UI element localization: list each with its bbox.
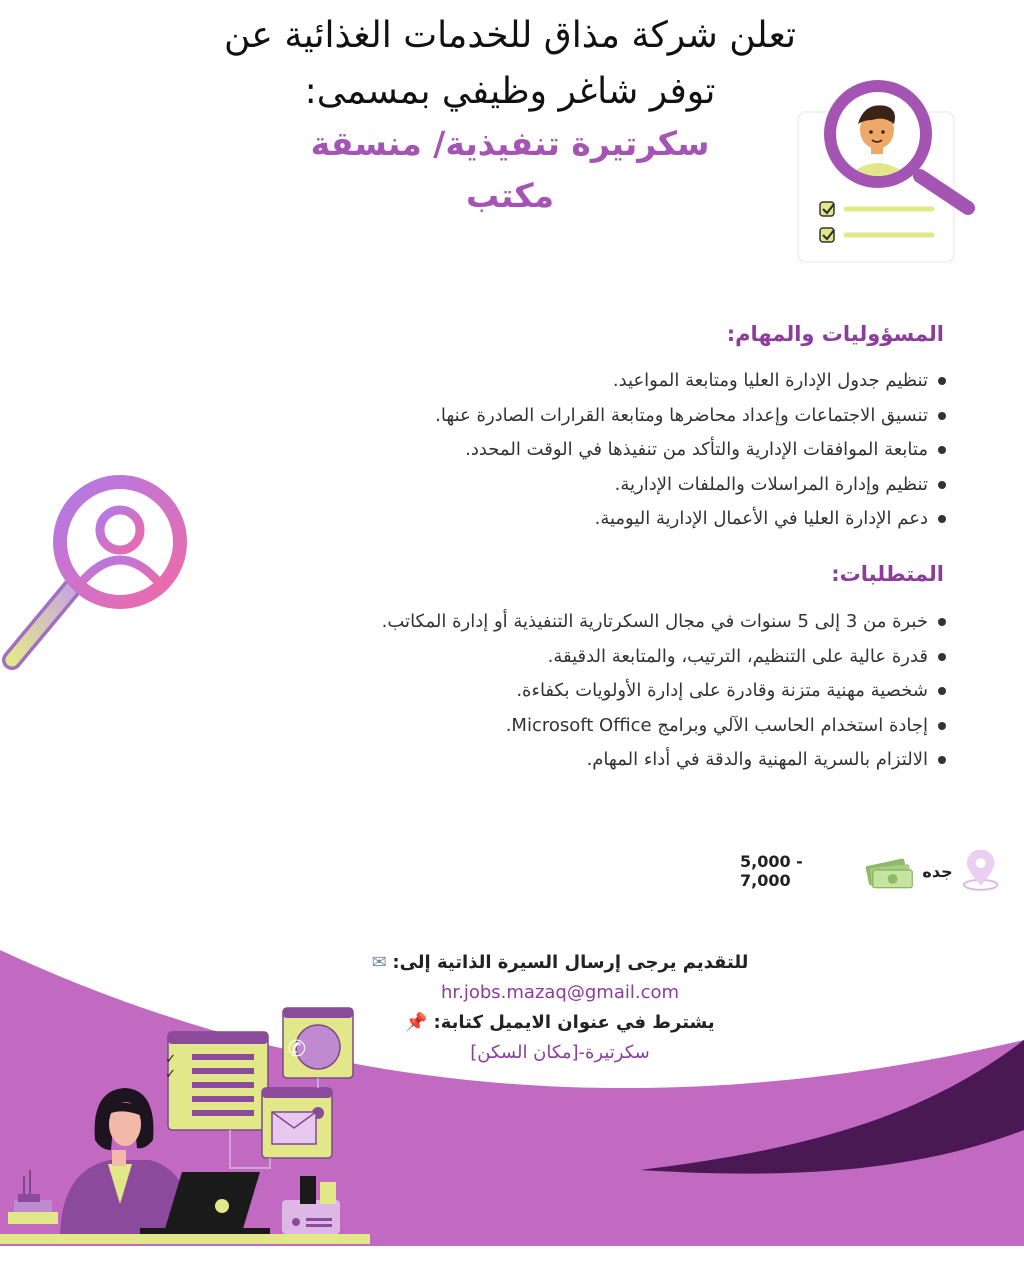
money-stack-icon [865, 850, 914, 892]
requirements-title: المتطلبات: [831, 562, 944, 586]
list-item: إجادة استخدام الحاسب الآلي وبرامج Microsoft Office. [382, 709, 946, 744]
location-salary-row [740, 848, 1000, 894]
svg-text:✆: ✆ [287, 1037, 306, 1062]
headline [150, 8, 870, 120]
magnifier-profile-icon [790, 76, 990, 271]
list-item: شخصية مهنية متزنة وقادرة على إدارة الأولويات بكفاءة. [382, 674, 946, 709]
job-title-line-1: سكرتيرة تنفيذية/ منسقة [310, 124, 710, 163]
bullet-icon [938, 653, 946, 661]
bullet-icon [938, 515, 946, 523]
job-title [280, 118, 740, 222]
list-item: دعم الإدارة العليا في الأعمال الإدارية اليومية. [435, 502, 946, 537]
bullet-icon [938, 618, 946, 626]
office-worker-illustration [0, 1000, 380, 1250]
headline-line-1: تعلن شركة مذاق للخدمات الغذائية عن [224, 15, 796, 56]
responsibilities-list [435, 364, 946, 537]
job-title-line-2: مكتب [465, 176, 555, 215]
email-link[interactable]: hr.jobs.mazaq@gmail.com [440, 982, 680, 1003]
user-magnifier-icon [0, 470, 200, 675]
list-item: خبرة من 3 إلى 5 سنوات في مجال السكرتارية التنفيذية أو إدارة المكاتب. [382, 605, 946, 640]
bullet-icon [938, 377, 946, 385]
map-pin-icon [961, 850, 1000, 892]
bullet-icon [938, 481, 946, 489]
requirements-list [382, 605, 946, 778]
bullet-icon [938, 412, 946, 420]
email-subject-format: سكرتيرة-[مكان السكن] [470, 1042, 650, 1063]
bullet-icon [938, 446, 946, 454]
responsibilities-title: المسؤوليات والمهام: [726, 322, 944, 346]
apply-section [330, 948, 790, 1068]
location-text: جده [922, 861, 953, 881]
list-item: تنظيم وإدارة المراسلات والملفات الإدارية. [435, 468, 946, 503]
list-item: الالتزام بالسرية المهنية والدقة في أداء المهام. [382, 743, 946, 778]
bullet-icon [938, 722, 946, 730]
envelope-icon: ✉ [371, 952, 387, 973]
apply-instruction: للتقديم يرجى إرسال السيرة الذاتية إلى: [392, 952, 749, 973]
list-item: قدرة عالية على التنظيم، الترتيب، والمتابعة الدقيقة. [382, 640, 946, 675]
subject-instruction: يشترط في عنوان الايميل كتابة: [433, 1012, 715, 1033]
pushpin-icon: 📌 [405, 1012, 428, 1033]
bullet-icon [938, 756, 946, 764]
svg-text:✓: ✓ [165, 1067, 176, 1082]
list-item: تنسيق الاجتماعات وإعداد محاضرها ومتابعة القرارات الصادرة عنها. [435, 399, 946, 434]
bullet-icon [938, 687, 946, 695]
svg-text:✓: ✓ [165, 1052, 176, 1067]
headline-line-2: توفر شاغر وظيفي بمسمى: [304, 71, 716, 112]
list-item: تنظيم جدول الإدارة العليا ومتابعة المواعيد. [435, 364, 946, 399]
salary-text: 5,000 - 7,000 [739, 852, 803, 890]
list-item: متابعة الموافقات الإدارية والتأكد من تنفيذها في الوقت المحدد. [435, 433, 946, 468]
